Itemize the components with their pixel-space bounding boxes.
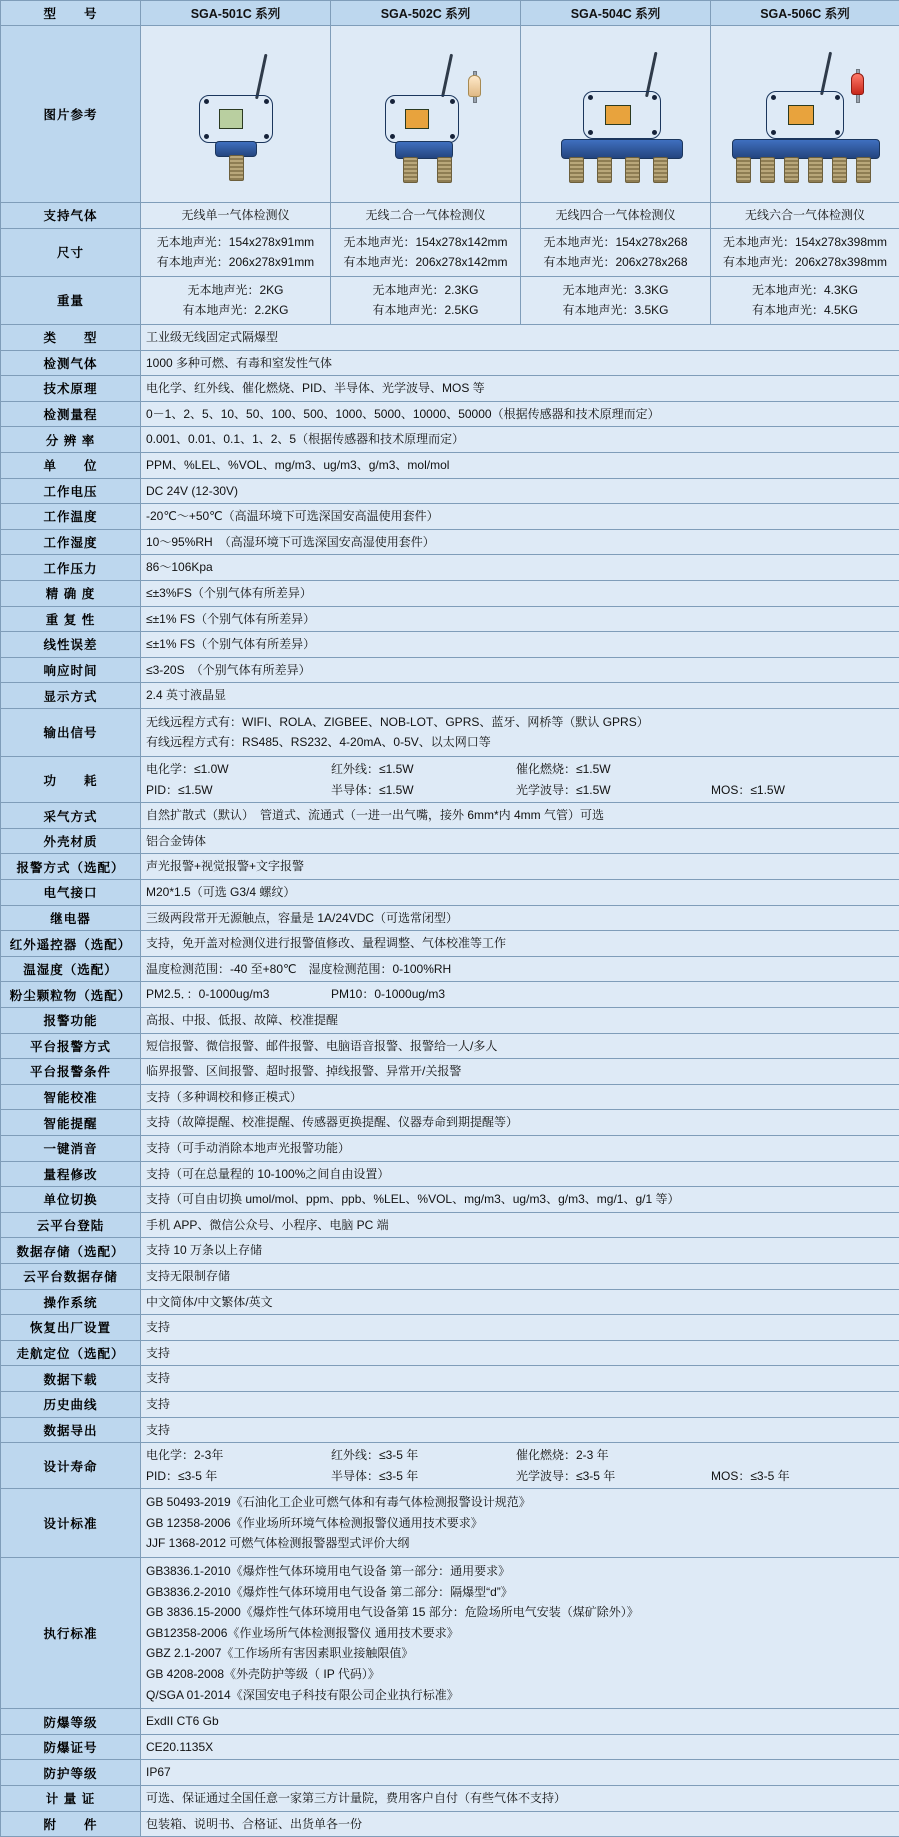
row-label-data-download: 数据下载 (1, 1366, 141, 1392)
value-sampling: 自然扩散式（默认） 管道式、流通式（一进一出气嘴，接外 6mm*内 4mm 气管）可选 (141, 803, 899, 829)
size-501c: 无本地声光：154x278x91mm 有本地声光：206x278x91mm (141, 228, 331, 276)
life-cell: 红外线：≤3-5 年 (331, 1446, 516, 1465)
value-display: 2.4 英寸液晶显 (141, 683, 899, 709)
size-502c: 无本地声光：154x278x142mm 有本地声光：206x278x142mm (331, 228, 521, 276)
row-label-ir-remote: 红外遥控器（选配） (1, 931, 141, 957)
table-row (1, 452, 899, 478)
value-electrical-port: M20*1.5（可选 G3/4 螺纹） (141, 880, 899, 906)
value-response: ≤3-20S （个别气体有所差异） (141, 657, 899, 683)
table-row (1, 880, 899, 906)
power-cell: 电化学：≤1.0W (146, 760, 331, 779)
table-row (1, 931, 899, 957)
power-cell: 催化燃烧：≤1.5W (516, 760, 711, 779)
life-cell: PID：≤3-5 年 (146, 1467, 331, 1486)
weight-506c: 无本地声光：4.3KG 有本地声光：4.5KG (711, 276, 899, 324)
life-cell: 光学波导：≤3-5 年 (516, 1467, 711, 1486)
row-label-relay: 继电器 (1, 905, 141, 931)
value-accuracy: ≤±3%FS（个别气体有所差异） (141, 580, 899, 606)
row-label-weight: 重量 (1, 276, 141, 324)
row-label-repeatability: 重 复 性 (1, 606, 141, 632)
value-unit-switch: 支持（可自由切换 umol/mol、ppm、ppb、%LEL、%VOL、mg/m3、ug/m3、g/m3、mg/1、g/1 等） (141, 1187, 899, 1213)
row-label-size: 尺寸 (1, 228, 141, 276)
size-504c: 无本地声光：154x278x268 有本地声光：206x278x268 (521, 228, 711, 276)
table-row (1, 905, 899, 931)
product-image-506c (711, 26, 899, 203)
row-label-unit: 单 位 (1, 452, 141, 478)
value-housing: 铝合金铸体 (141, 828, 899, 854)
value-accessories: 包装箱、说明书、合格证、出货单各一份 (141, 1811, 899, 1837)
row-label-work-pressure: 工作压力 (1, 555, 141, 581)
row-label-unit-switch: 单位切换 (1, 1187, 141, 1213)
row-label-restore: 恢复出厂设置 (1, 1315, 141, 1341)
table-row (1, 1161, 899, 1187)
power-cell: 半导体：≤1.5W (331, 781, 516, 800)
value-restore: 支持 (141, 1315, 899, 1341)
value-relay: 三级两段常开无源触点，容量是 1A/24VDC（可选常闭型） (141, 905, 899, 931)
value-alarm-mode: 声光报警+视觉报警+文字报警 (141, 854, 899, 880)
row-label-metrology: 计 量 证 (1, 1786, 141, 1812)
value-data-download: 支持 (141, 1366, 899, 1392)
row-label-exec-std: 执行标准 (1, 1558, 141, 1709)
row-label-ip-grade: 防护等级 (1, 1760, 141, 1786)
table-row (1, 1110, 899, 1136)
table-row (1, 1340, 899, 1366)
table-row (1, 1786, 899, 1812)
support-gas-502c: 无线二合一气体检测仪 (331, 203, 521, 229)
life-cell: 催化燃烧：2-3 年 (516, 1446, 711, 1465)
value-ip-grade: IP67 (141, 1760, 899, 1786)
table-row (1, 1811, 899, 1837)
table-row (1, 427, 899, 453)
value-type: 工业级无线固定式隔爆型 (141, 324, 899, 350)
row-label-electrical-port: 电气接口 (1, 880, 141, 906)
power-cell: PID：≤1.5W (146, 781, 331, 800)
value-data-export: 支持 (141, 1417, 899, 1443)
row-label-model: 型 号 (1, 1, 141, 26)
table-row (1, 1084, 899, 1110)
row-label-history-curve: 历史曲线 (1, 1391, 141, 1417)
row-label-work-humidity: 工作湿度 (1, 529, 141, 555)
table-row (1, 478, 899, 504)
table-row (1, 632, 899, 658)
table-row (1, 324, 899, 350)
row-label-platform-alarm: 平台报警方式 (1, 1033, 141, 1059)
value-platform-alarm: 短信报警、微信报警、邮件报警、电脑语音报警、报警给一人/多人 (141, 1033, 899, 1059)
row-label-alarm-func: 报警功能 (1, 1008, 141, 1034)
value-exec-std: GB3836.1-2010《爆炸性气体环境用电气设备 第一部分：通用要求》 GB3836.2-2010《爆炸性气体环境用电气设备 第二部分：隔爆型“d”》 GB 3836.15-2000《爆炸性气体环境用电气设备第 15 部分：危险场所电气安装（煤矿除外）》 GB12358-2006《作业场所气体检测报警仪 通用技术要求》 GBZ 2.1-2007《工作场所有害因素职业接触限值》 GB 4208-2008《外壳防护等级（ IP 代码）》 Q/SGA 01-2014《深国安电子科技有限公司企业执行标准》 (141, 1558, 899, 1709)
row-label-data-store: 数据存储（选配） (1, 1238, 141, 1264)
table-row (1, 1289, 899, 1315)
table-row (1, 1187, 899, 1213)
row-label-smart-cal: 智能校准 (1, 1084, 141, 1110)
table-row (1, 1709, 899, 1735)
weight-502c: 无本地声光：2.3KG 有本地声光：2.5KG (331, 276, 521, 324)
table-row (1, 26, 899, 203)
power-cell (711, 760, 894, 779)
value-range: 0－1、2、5、10、50、100、500、1000、5000、10000、50000（根据传感器和技术原理而定） (141, 401, 899, 427)
row-label-gps: 走航定位（选配） (1, 1340, 141, 1366)
row-label-design-std: 设计标准 (1, 1489, 141, 1558)
table-row (1, 828, 899, 854)
row-label-type: 类 型 (1, 324, 141, 350)
life-cell (711, 1446, 894, 1465)
row-label-sampling: 采气方式 (1, 803, 141, 829)
row-label-ex-cert: 防爆证号 (1, 1734, 141, 1760)
value-platform-cond: 临界报警、区间报警、超时报警、掉线报警、异常开/关报警 (141, 1059, 899, 1085)
value-os: 中文简体/中文繁体/英文 (141, 1289, 899, 1315)
row-label-dust: 粉尘颗粒物（选配） (1, 982, 141, 1008)
row-label-cloud-store: 云平台数据存储 (1, 1263, 141, 1289)
table-row (1, 1212, 899, 1238)
row-label-accuracy: 精 确 度 (1, 580, 141, 606)
table-row (1, 956, 899, 982)
table-row (1, 1558, 899, 1709)
dust-cell: PM2.5．：0-1000ug/m3 (146, 985, 331, 1004)
dust-cell: PM10：0-1000ug/m3 (331, 985, 516, 1004)
power-cell: 红外线：≤1.5W (331, 760, 516, 779)
value-work-humidity: 10～95%RH （高湿环境下可选深国安高湿使用套件） (141, 529, 899, 555)
table-row (1, 580, 899, 606)
value-ir-remote: 支持，免开盖对检测仪进行报警值修改、量程调整、气体校准等工作 (141, 931, 899, 957)
table-row (1, 982, 899, 1008)
row-label-linearity: 线性误差 (1, 632, 141, 658)
row-label-voltage: 工作电压 (1, 478, 141, 504)
row-label-image-ref: 图片参考 (1, 26, 141, 203)
value-repeatability: ≤±1% FS（个别气体有所差异） (141, 606, 899, 632)
row-label-accessories: 附 件 (1, 1811, 141, 1837)
value-work-temp: -20℃～+50℃（高温环境下可选深国安高温使用套件） (141, 504, 899, 530)
value-range-mod: 支持（可在总量程的 10-100%之间自由设置） (141, 1161, 899, 1187)
table-row (1, 1059, 899, 1085)
value-work-pressure: 86～106Kpa (141, 555, 899, 581)
row-label-support-gas: 支持气体 (1, 203, 141, 229)
value-gps: 支持 (141, 1340, 899, 1366)
row-label-os: 操作系统 (1, 1289, 141, 1315)
table-row (1, 1489, 899, 1558)
table-row (1, 350, 899, 376)
table-row (1, 657, 899, 683)
support-gas-504c: 无线四合一气体检测仪 (521, 203, 711, 229)
product-image-502c (331, 26, 521, 203)
product-image-504c (521, 26, 711, 203)
value-metrology: 可选、保证通过全国任意一家第三方计量院，费用客户自付（有些气体不支持） (141, 1786, 899, 1812)
row-label-data-export: 数据导出 (1, 1417, 141, 1443)
model-header-3: SGA-504C 系列 (521, 1, 711, 26)
value-data-store: 支持 10 万条以上存储 (141, 1238, 899, 1264)
table-row (1, 1033, 899, 1059)
table-row (1, 1760, 899, 1786)
value-principle: 电化学、红外线、催化燃烧、PID、半导体、光学波导、MOS 等 (141, 376, 899, 402)
table-row (1, 1315, 899, 1341)
value-ex-cert: CE20.1135X (141, 1734, 899, 1760)
row-label-alarm-mode: 报警方式（选配） (1, 854, 141, 880)
table-row (1, 555, 899, 581)
table-row (1, 1391, 899, 1417)
value-cloud-login: 手机 APP、微信公众号、小程序、电脑 PC 端 (141, 1212, 899, 1238)
row-label-principle: 技术原理 (1, 376, 141, 402)
row-label-platform-cond: 平台报警条件 (1, 1059, 141, 1085)
value-unit: PPM、%LEL、%VOL、mg/m3、ug/m3、g/m3、mol/mol (141, 452, 899, 478)
value-cloud-store: 支持无限制存储 (141, 1263, 899, 1289)
value-dust (141, 982, 899, 1008)
support-gas-501c: 无线单一气体检测仪 (141, 203, 331, 229)
product-image-501c (141, 26, 331, 203)
model-header-1: SGA-501C 系列 (141, 1, 331, 26)
value-linearity: ≤±1% FS（个别气体有所差异） (141, 632, 899, 658)
value-life (141, 1443, 899, 1489)
value-voltage: DC 24V (12-30V) (141, 478, 899, 504)
life-cell: 半导体：≤3-5 年 (331, 1467, 516, 1486)
value-history-curve: 支持 (141, 1391, 899, 1417)
table-row (1, 1417, 899, 1443)
row-label-housing: 外壳材质 (1, 828, 141, 854)
table-row (1, 376, 899, 402)
table-row (1, 1238, 899, 1264)
row-label-output: 输出信号 (1, 708, 141, 756)
table-row (1, 276, 899, 324)
size-506c: 无本地声光：154x278x398mm 有本地声光：206x278x398mm (711, 228, 899, 276)
row-label-range: 检测量程 (1, 401, 141, 427)
table-row (1, 1366, 899, 1392)
value-alarm-func: 高报、中报、低报、故障、校准提醒 (141, 1008, 899, 1034)
table-row (1, 606, 899, 632)
value-mute: 支持（可手动消除本地声光报警功能） (141, 1135, 899, 1161)
value-power (141, 757, 899, 803)
support-gas-506c: 无线六合一气体检测仪 (711, 203, 899, 229)
value-resolution: 0.001、0.01、0.1、1、2、5（根据传感器和技术原理而定） (141, 427, 899, 453)
power-cell: 光学波导：≤1.5W (516, 781, 711, 800)
row-label-temp-humi: 温湿度（选配） (1, 956, 141, 982)
value-smart-cal: 支持（多种调校和修正模式） (141, 1084, 899, 1110)
table-row (1, 854, 899, 880)
row-label-cloud-login: 云平台登陆 (1, 1212, 141, 1238)
power-cell: MOS：≤1.5W (711, 781, 894, 800)
table-row (1, 683, 899, 709)
row-label-work-temp: 工作温度 (1, 504, 141, 530)
weight-504c: 无本地声光：3.3KG 有本地声光：3.5KG (521, 276, 711, 324)
value-detect-gas: 1000 多种可燃、有毒和窒发性气体 (141, 350, 899, 376)
value-design-std: GB 50493-2019《石油化工企业可燃气体和有毒气体检测报警设计规范》 GB 12358-2006《作业场所环境气体检测报警仪通用技术要求》 JJF 1368-2012 可燃气体检测报警器型式评价大纲 (141, 1489, 899, 1558)
life-cell: MOS：≤3-5 年 (711, 1467, 894, 1486)
table-row (1, 708, 899, 756)
row-label-response: 响应时间 (1, 657, 141, 683)
table-row (1, 1008, 899, 1034)
table-row (1, 803, 899, 829)
table-row (1, 401, 899, 427)
row-label-power: 功 耗 (1, 757, 141, 803)
table-row (1, 504, 899, 530)
model-header-2: SGA-502C 系列 (331, 1, 521, 26)
table-row (1, 1443, 899, 1489)
table-row (1, 1, 899, 26)
row-label-life: 设计寿命 (1, 1443, 141, 1489)
row-label-detect-gas: 检测气体 (1, 350, 141, 376)
model-header-4: SGA-506C 系列 (711, 1, 899, 26)
row-label-mute: 一键消音 (1, 1135, 141, 1161)
value-temp-humi: 温度检测范围：-40 至+80℃ 湿度检测范围：0-100%RH (141, 956, 899, 982)
table-row (1, 529, 899, 555)
table-row (1, 1263, 899, 1289)
row-label-range-mod: 量程修改 (1, 1161, 141, 1187)
table-row (1, 757, 899, 803)
weight-501c: 无本地声光：2KG 有本地声光：2.2KG (141, 276, 331, 324)
row-label-display: 显示方式 (1, 683, 141, 709)
row-label-ex-grade: 防爆等级 (1, 1709, 141, 1735)
life-cell: 电化学：2-3年 (146, 1446, 331, 1465)
table-row (1, 228, 899, 276)
value-ex-grade: ExdII CT6 Gb (141, 1709, 899, 1735)
row-label-smart-remind: 智能提醒 (1, 1110, 141, 1136)
table-row (1, 1135, 899, 1161)
value-output: 无线远程方式有：WIFI、ROLA、ZIGBEE、NOB-LOT、GPRS、蓝牙、网桥等（默认 GPRS） 有线远程方式有：RS485、RS232、4-20mA、0-5V、以太网口等 (141, 708, 899, 756)
table-row (1, 203, 899, 229)
table-row (1, 1734, 899, 1760)
value-smart-remind: 支持（故障提醒、校准提醒、传感器更换提醒、仪器寿命到期提醒等） (141, 1110, 899, 1136)
row-label-resolution: 分 辨 率 (1, 427, 141, 453)
